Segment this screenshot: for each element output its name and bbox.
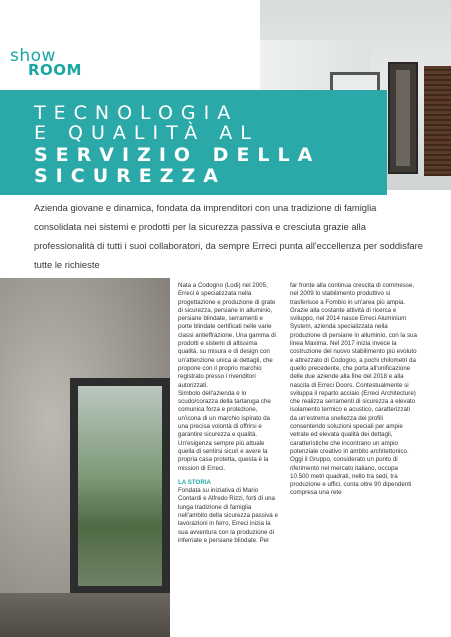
- title-line-4: SICUREZZA: [34, 165, 226, 187]
- column1-paragraph-2: Simbolo dell'azienda è lo scudo/corazza della tartaruga che comunica forza e protezione, un'icona di un marchio ispirato da una precisa volontà di offrirsi e garantire sicurezza e qualità. Un'esigenza sempre più attuale quella di sentirsi sicuri e avere la propria casa protetta, questa è la mission di Erreci.: [178, 389, 271, 472]
- title-line-2: E QUALITÀ AL: [34, 122, 259, 144]
- column2-paragraph-2: Oggi il Gruppo, considerato un punto di riferimento nel mercato italiano, occupa 10.500 metri quadrati, nello tra sedi, tra produzione e uffici, conta oltre 90 dipendenti compresa una rete: [290, 456, 412, 497]
- article-column-2: [290, 282, 418, 498]
- column2-paragraph-1: far fronte alla continua crescita di commesse, nel 2009 lo stabilimento produttivo si trasferisce a Fombio in un'area più ampia. Grazie alla costante attività di ricerca e sviluppo, nel 2014 nasce Erreci Aluminium System, azienda specializzata nella produzione di persiane in alluminio, con la sua linea Maxima. Nel 2017 inizia invece la costruzione del nuovo stabilimento più evoluto e attrezzato di Codogno, a pochi chilometri da quello precedente, che porta all'unificazione delle due aziende alla fine del 2018 e alla nascita di Erreci Doors. Contestualmente si sviluppa il reparto acciaio (Erreci Architecture) che realizza serramenti di sicurezza a elevato isolamento termico e acustico, caratterizzati da un'estrema snellezza dei profili consentendo soluzioni speciali per ampie vetrate ed elevata qualità dei dettagli, caratteristiche che incontrano un ampio potenziale creativo in ambito architettonico.: [290, 282, 417, 455]
- column1-paragraph-1: Nata a Codogno (Lodi) nel 2005, Erreci è specializzata nella progettazione e produzione di grate di sicurezza, persiane in alluminio, persiane blindate, serramenti e porte blindate certificati nelle varie classi antieffrazione. Una gamma di prodotti e sistemi di altissima qualità, su misura e di design con un'attenzione unica ai dettagli, che propone con il proprio marchio registrato presso i rivenditori autorizzati.: [178, 282, 276, 389]
- photo-floor: [0, 593, 170, 637]
- section-heading-storia: LA STORIA: [178, 478, 212, 486]
- intro-paragraph: Azienda giovane e dinamica, fondata da imprenditori con una tradizione di famiglia consolidata nei sistemi e prodotti per la sicurezza passiva e cresciuta grazie alla professionalità di tutti i suoi collaboratori, da sempre Erreci punta all'eccellenza per soddisfare tutte le richieste: [34, 202, 423, 270]
- hero-photo-door: [388, 62, 418, 174]
- hero-photo-shutter: [424, 66, 451, 176]
- article-column-1: [178, 282, 278, 545]
- show-room-logo: [10, 48, 90, 80]
- title-banner: [0, 90, 387, 195]
- title-line-3: SERVIZIO DELLA: [34, 144, 321, 166]
- hero-photo-door-glass: [396, 70, 410, 166]
- glass-door-photo: [0, 278, 170, 637]
- column1-paragraph-3: Fondata su iniziativa di Mario Contardi e Alfredo Rizzi, forti di una lunga tradizione di famiglia nell'ambito della sicurezza passiva e lavorazioni in ferro, Erreci inizia la sua avventura con la produzione di inferriate e persiane blindate. Per: [178, 487, 278, 544]
- photo-glass-pane: [78, 386, 162, 586]
- logo-room-text: ROOM: [28, 61, 82, 79]
- photo-glass-door: [70, 378, 170, 598]
- title-line-1: TECNOLOGIA: [34, 102, 239, 124]
- logo-show-text: show: [10, 46, 56, 66]
